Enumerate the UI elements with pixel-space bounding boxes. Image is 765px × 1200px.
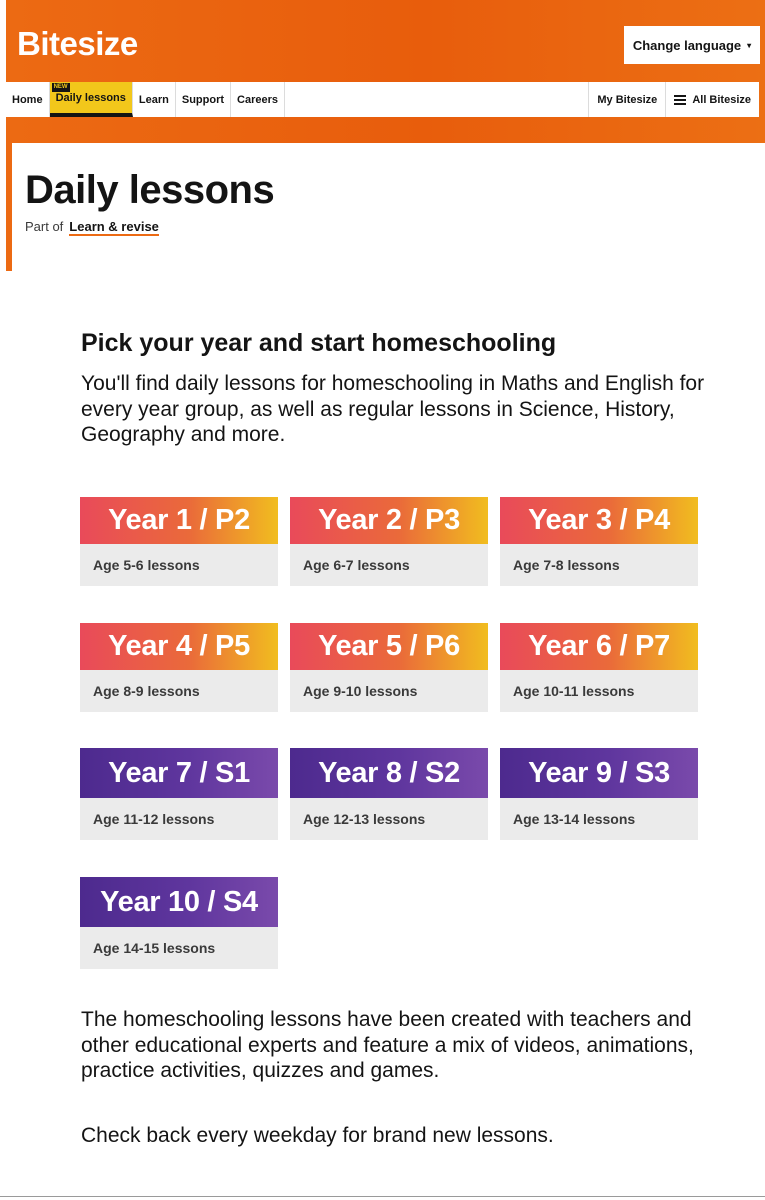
year-card-7[interactable] [80, 748, 278, 840]
year-card-title: Year 7 / S1 [80, 748, 278, 798]
year-card-4[interactable] [80, 623, 278, 712]
main-nav [6, 82, 759, 117]
year-card-1[interactable] [80, 497, 278, 586]
year-card-title: Year 5 / P6 [290, 623, 488, 670]
year-card-subtitle: Age 14-15 lessons [93, 940, 216, 956]
section-heading: Pick your year and start homeschooling [81, 329, 557, 357]
year-card-subtitle: Age 9-10 lessons [303, 683, 418, 699]
intro-text: You'll find daily lessons for homeschooling in Maths and English for every year group, as well as regular lessons in Science, History, Geography and more. [81, 372, 705, 446]
year-card-8[interactable] [290, 748, 488, 840]
nav-item-daily-lessons[interactable] [50, 82, 133, 117]
page-title-area [6, 143, 765, 271]
year-card-6[interactable] [500, 623, 698, 712]
year-card-subtitle: Age 13-14 lessons [513, 811, 636, 827]
year-card-title: Year 2 / P3 [290, 497, 488, 544]
breadcrumb-link-learn-revise[interactable]: Learn & revise [69, 219, 159, 234]
change-language-label: Change language [632, 37, 742, 53]
outro-text: The homeschooling lessons have been created with teachers and other educational experts and feature a mix of videos, animations, practice activities, quizzes and games. [81, 1008, 694, 1082]
header-top [6, 0, 765, 82]
breadcrumb-prefix: Part of [25, 219, 64, 234]
year-card-10[interactable] [80, 877, 278, 969]
year-card-title: Year 3 / P4 [500, 497, 698, 544]
year-card-5[interactable] [290, 623, 488, 712]
year-card-title: Year 10 / S4 [80, 877, 278, 927]
year-card-title: Year 1 / P2 [80, 497, 278, 544]
change-language-button[interactable] [624, 26, 760, 64]
year-card-subtitle: Age 6-7 lessons [303, 557, 410, 573]
year-card-subtitle: Age 10-11 lessons [513, 683, 635, 699]
outro-text-2: Check back every weekday for brand new lessons. [81, 1124, 554, 1147]
nav-item-home[interactable] [6, 82, 50, 117]
page-title: Daily lessons [25, 168, 275, 212]
year-card-9[interactable] [500, 748, 698, 840]
nav-item-label: Home [12, 93, 43, 106]
year-card-3[interactable] [500, 497, 698, 586]
year-card-subtitle: Age 11-12 lessons [93, 811, 215, 827]
my-bitesize-link[interactable] [588, 82, 665, 117]
year-card-title: Year 9 / S3 [500, 748, 698, 798]
year-card-title: Year 8 / S2 [290, 748, 488, 798]
year-card-subtitle: Age 8-9 lessons [93, 683, 200, 699]
nav-item-label: Learn [138, 93, 169, 106]
breadcrumb [25, 219, 159, 234]
year-card-subtitle: Age 5-6 lessons [93, 557, 200, 573]
all-bitesize-label: All Bitesize [692, 93, 751, 106]
all-bitesize-menu[interactable] [665, 82, 759, 117]
nav-item-label: Support [181, 93, 225, 106]
nav-item-label: Careers [237, 93, 279, 106]
menu-icon [674, 95, 686, 105]
bitesize-logo[interactable]: Bitesize [17, 25, 138, 62]
caret-down-icon: ▾ [747, 40, 752, 50]
new-badge: NEW [53, 84, 68, 90]
nav-item-careers[interactable] [231, 82, 285, 117]
year-card-subtitle: Age 7-8 lessons [513, 557, 620, 573]
nav-item-support[interactable] [176, 82, 231, 117]
year-card-title: Year 6 / P7 [500, 623, 698, 670]
year-card-subtitle: Age 12-13 lessons [303, 811, 426, 827]
my-bitesize-label: My Bitesize [597, 93, 658, 106]
nav-item-learn[interactable] [133, 82, 176, 117]
year-card-2[interactable] [290, 497, 488, 586]
year-card-title: Year 4 / P5 [80, 623, 278, 670]
nav-spacer [285, 82, 588, 117]
divider [0, 1196, 765, 1197]
nav-item-label: Daily lessons [55, 91, 126, 104]
site-header [6, 0, 765, 143]
